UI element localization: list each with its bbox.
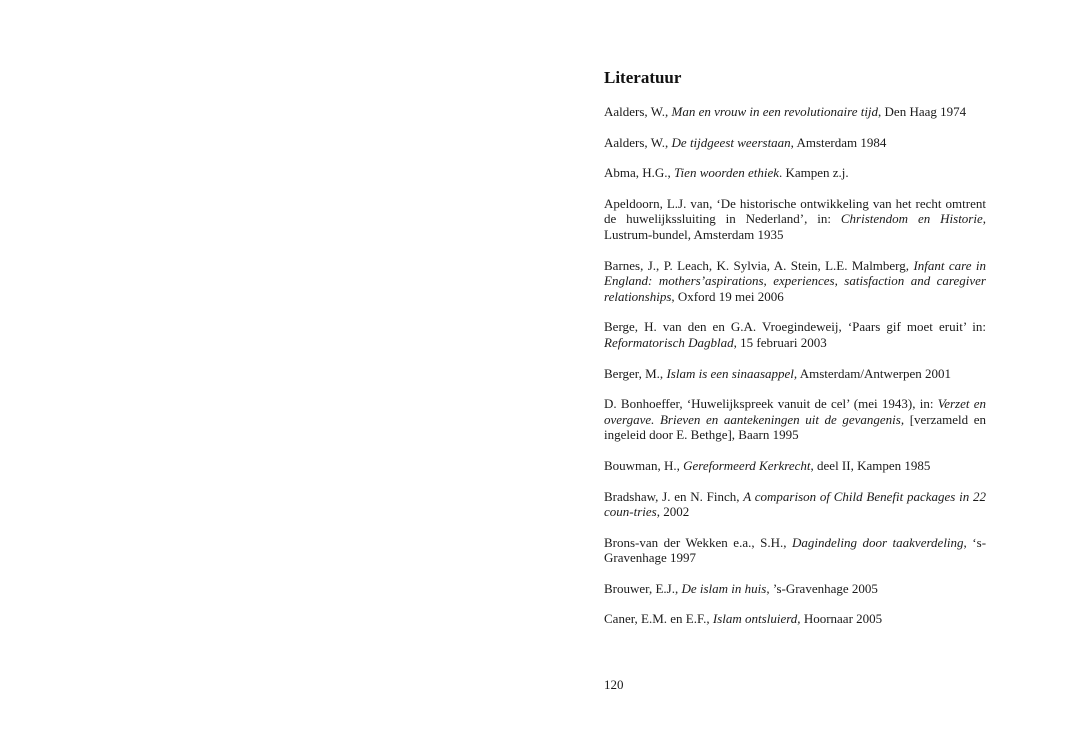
reference-entry (604, 489, 986, 520)
reference-entry (604, 366, 986, 382)
reference-text: Brons-van der Wekken e.a., S.H., (604, 534, 792, 550)
reference-title: Dagindeling door taakverdeling (791, 534, 964, 550)
reference-title: Reformatorisch Dagblad (604, 334, 734, 350)
reference-title: Christendom en Historie (840, 211, 983, 227)
reference-text: D. Bonhoeffer, ‘Huwelijkspreek vanuit de cel’ (mei 1943), in: (604, 396, 938, 412)
reference-text: Hoornaar 2005 (800, 611, 883, 627)
reference-title: A comparison of Child Benefit packages in 22 coun-tries (604, 488, 986, 520)
reference-entry (604, 611, 986, 627)
reference-title: Infant care in England: mothers’aspirations, experiences, satisfaction and caregiver relationships (604, 257, 987, 304)
reference-text: Caner, E.M. en E.F., (604, 611, 713, 627)
reference-entry (604, 165, 986, 181)
reference-title: Islam is een sinaasappel, (666, 365, 798, 381)
reference-title: Man en vrouw in een revolutionaire tijd (671, 104, 879, 119)
reference-title: De islam in huis (681, 580, 767, 596)
reference-text: , deel II, Kampen 1985 (810, 457, 931, 473)
reference-text: Amsterdam/Antwerpen 2001 (797, 365, 951, 381)
reference-text: Bouwman, H., (604, 457, 684, 473)
reference-text: Apeldoorn, L.J. van, ‘De historische ontwikkeling van het recht omtrent de huwelijkssluiting in Nederland’, in: (604, 195, 986, 227)
reference-text: , Lustrum-bundel, Amsterdam 1935 (604, 211, 986, 242)
reference-entry (604, 196, 986, 243)
reference-text: , 2002 (656, 504, 690, 520)
reference-title: Islam ontsluierd, (712, 611, 801, 627)
section-title: Literatuur (604, 68, 682, 87)
reference-entry (604, 135, 986, 151)
reference-text: [verzameld en ingeleid door E. Bethge], Baarn 1995 (604, 411, 986, 443)
reference-entry (604, 396, 986, 443)
reference-entry (604, 319, 986, 350)
reference-title: Gereformeerd Kerkrecht (683, 457, 811, 473)
reference-text: Amsterdam 1984 (793, 134, 887, 150)
reference-entry (604, 104, 986, 120)
reference-text: Aalders, W., (604, 134, 672, 150)
reference-title: Verzet en overgave. Brieven en aantekeningen uit de gevangenis, (604, 396, 986, 427)
reference-title: De tijdgeest weerstaan, (671, 134, 794, 150)
reference-text: Berge, H. van den en G.A. Vroegindeweij, ‘Paars gif moet eruit’ in: (604, 319, 986, 335)
reference-text: , ’s-Gravenhage 2005 (766, 580, 878, 596)
reference-list (604, 104, 986, 642)
reference-text: Bradshaw, J. en N. Finch, (604, 488, 744, 504)
reference-text: Barnes, J., P. Leach, K. Sylvia, A. Stein, L.E. Malmberg, (604, 257, 914, 273)
reference-text: Aalders, W., (604, 104, 672, 119)
reference-text: Brouwer, E.J., (604, 580, 682, 596)
reference-text: . Kampen z.j. (779, 165, 849, 181)
reference-text: , Oxford 19 mei 2006 (671, 288, 784, 304)
reference-entry (604, 258, 986, 305)
reference-title: Tien woorden ethiek (674, 165, 779, 181)
reference-entry (604, 458, 986, 474)
reference-entry (604, 535, 986, 566)
reference-text: Berger, M., (604, 365, 667, 381)
reference-text: , Den Haag 1974 (878, 104, 967, 119)
reference-text: , ‘s-Gravenhage 1997 (604, 534, 987, 566)
reference-text: , 15 februari 2003 (733, 334, 827, 350)
reference-text: Abma, H.G., (604, 165, 675, 181)
reference-entry (604, 581, 986, 597)
page-number: 120 (604, 677, 624, 692)
right-page (534, 0, 1068, 738)
